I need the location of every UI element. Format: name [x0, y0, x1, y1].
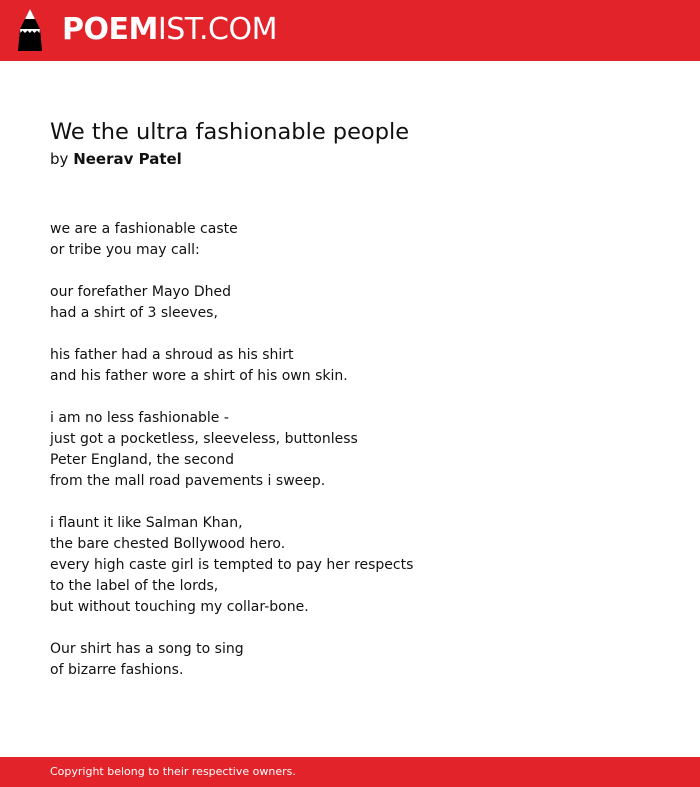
poem-line: every high caste girl is tempted to pay her respects	[50, 557, 414, 573]
poem-stanza	[50, 513, 650, 618]
poem-line: our forefather Mayo Dhed	[50, 284, 232, 300]
poem-line: from the mall road pavements i sweep.	[50, 473, 326, 489]
poem-line: had a shirt of 3 sleeves,	[50, 305, 218, 321]
poem-title: We the ultra fashionable people	[50, 119, 410, 145]
poem-line: Peter England, the second	[50, 452, 234, 468]
by-prefix: by	[50, 150, 69, 168]
poem-line: or tribe you may call:	[50, 242, 200, 258]
poem-line: just got a pocketless, sleeveless, buttonless	[50, 431, 358, 447]
poem-line: we are a fashionable caste	[50, 221, 238, 237]
site-footer	[0, 757, 700, 787]
logo-light-text: IST.COM	[157, 12, 277, 47]
poem-line: of bizarre fashions.	[50, 662, 184, 678]
poem-line: Our shirt has a song to sing	[50, 641, 244, 657]
byline	[50, 148, 182, 170]
poem-line: i flaunt it like Salman Khan,	[50, 515, 243, 531]
poem-line: his father had a shroud as his shirt	[50, 347, 294, 363]
poem-line: to the label of the lords,	[50, 578, 219, 594]
poem-stanza	[50, 408, 650, 492]
poem-line: the bare chested Bollywood hero.	[50, 536, 286, 552]
poem-stanza	[50, 345, 650, 387]
site-header	[0, 0, 700, 61]
pen-nib-icon	[17, 9, 43, 51]
poem-line: i am no less fashionable -	[50, 410, 229, 426]
copyright-text: Copyright belong to their respective owners.	[50, 765, 296, 778]
poem-stanza	[50, 219, 650, 261]
author-name: Neerav Patel	[73, 150, 182, 168]
poem-body	[50, 219, 650, 702]
poem-stanza	[50, 639, 650, 681]
logo-bold-text: POEM	[62, 12, 158, 47]
poem-stanza	[50, 282, 650, 324]
site-logo[interactable]	[62, 12, 277, 48]
poem-line: but without touching my collar-bone.	[50, 599, 309, 615]
poem-line: and his father wore a shirt of his own skin.	[50, 368, 348, 384]
